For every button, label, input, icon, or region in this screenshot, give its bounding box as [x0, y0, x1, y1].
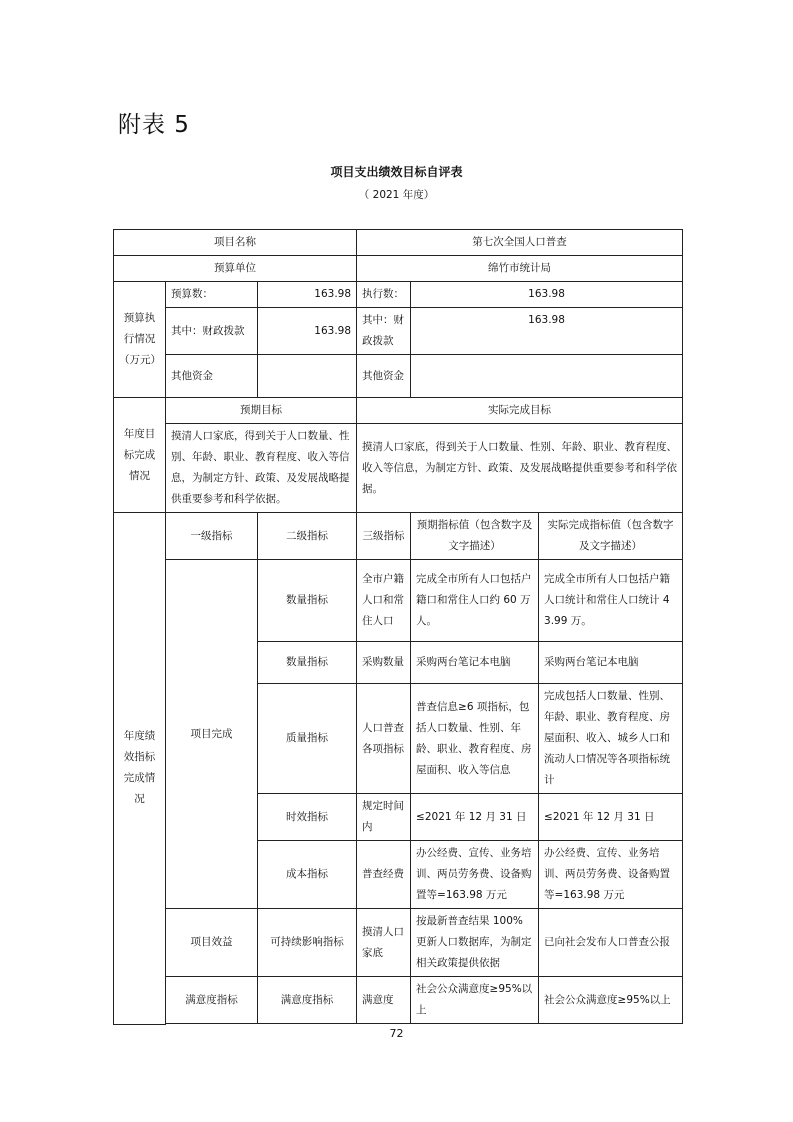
level1-header: 一级指标 — [166, 513, 258, 560]
expected-cell: 普查信息≥6 项指标，包括人口数量、性别、年龄、职业、教育程度、房屋面积、收入等信息 — [411, 684, 539, 794]
table-row — [114, 560, 683, 642]
table-row — [114, 256, 683, 282]
expected-cell: 完成全市所有人口包括户籍口和常住人口约 60 万人。 — [411, 560, 539, 642]
table-row — [114, 1024, 683, 1025]
level3-cell: 人口普查各项指标 — [357, 684, 411, 794]
actual-value-header: 实际完成指标值（包含数字及文字描述） — [539, 513, 683, 560]
table-row — [114, 398, 683, 424]
level2-cell: 时效指标 — [258, 794, 357, 841]
fiscal-label-executed: 其中：财政拨款 — [357, 308, 411, 355]
benefit-actual: 已向社会发布人口普查公报 — [539, 909, 683, 977]
table-row — [114, 513, 683, 560]
actual-cell: 完成包括人口数量、性别、年龄、职业、教育程度、房屋面积、收入、城乡人口和流动人口情况等各项指标统计 — [539, 684, 683, 794]
budget-amount-label: 预算数： — [166, 282, 258, 308]
level2-cell: 质量指标 — [258, 684, 357, 794]
other-funds-label-executed: 其他资金 — [357, 355, 411, 398]
expected-goal-header: 预期目标 — [166, 398, 357, 424]
form-year: （ 2021 年度） — [358, 189, 435, 201]
fiscal-executed-value: 163.98 — [411, 308, 683, 355]
actual-cell: 采购两台笔记本电脑 — [539, 642, 683, 684]
satisfaction-level2: 满意度指标 — [258, 977, 357, 1024]
budget-group-label: 预算执行情况（万元） — [114, 282, 166, 398]
benefit-expected: 按最新普查结果 100%更新人口数据库，为制定相关政策提供依据 — [411, 909, 539, 977]
satisfaction-actual: 社会公众满意度≥95%以上 — [539, 977, 683, 1024]
level3-cell: 规定时间内 — [357, 794, 411, 841]
actual-goal-text: 摸清人口家底，得到关于人口数量、性别、年龄、职业、教育程度、收入等信息，为制定方针、政策、及发展战略提供重要参考和科学依据。 — [357, 424, 683, 513]
budget-unit-label: 预算单位 — [114, 256, 357, 282]
budget-amount-value: 163.98 — [258, 282, 357, 308]
level2-header: 二级指标 — [258, 513, 357, 560]
level3-header: 三级指标 — [357, 513, 411, 560]
level2-cell: 数量指标 — [258, 560, 357, 642]
project-name-value: 第七次全国人口普查 — [357, 230, 683, 256]
project-name-label: 项目名称 — [114, 230, 357, 256]
annual-goal-group-label: 年度目标完成情况 — [114, 398, 166, 513]
table-row — [114, 230, 683, 256]
appendix-label: 附表 5 — [118, 112, 190, 138]
level3-cell: 采购数量 — [357, 642, 411, 684]
fiscal-value: 163.98 — [258, 308, 357, 355]
benefit-level1: 项目效益 — [166, 909, 258, 977]
other-funds-executed-value — [411, 355, 683, 398]
table-row — [114, 282, 683, 308]
expected-cell: 采购两台笔记本电脑 — [411, 642, 539, 684]
satisfaction-level1: 满意度指标 — [166, 977, 258, 1024]
level2-cell: 数量指标 — [258, 642, 357, 684]
page-number: 72 — [389, 1027, 404, 1040]
other-funds-label: 其他资金 — [166, 355, 258, 398]
table-row — [114, 308, 683, 355]
executed-value: 163.98 — [411, 282, 683, 308]
fiscal-label: 其中：财政拨款 — [166, 308, 258, 355]
level2-cell: 成本指标 — [258, 841, 357, 909]
table-row — [114, 909, 683, 977]
self-evaluation-table — [113, 229, 683, 1025]
table-row — [114, 355, 683, 398]
indicator-group-label: 年度绩效指标完成情况 — [114, 513, 166, 1025]
expected-goal-text: 摸清人口家底，得到关于人口数量、性别、年龄、职业、教育程度、收入等信息，为制定方针、政策、及发展战略提供重要参考和科学依据。 — [166, 424, 357, 513]
benefit-level3: 摸清人口家底 — [357, 909, 411, 977]
table-row — [114, 424, 683, 513]
satisfaction-expected: 社会公众满意度≥95%以上 — [411, 977, 539, 1024]
actual-cell: 完成全市所有人口包括户籍人口统计和常住人口统计 43.99 万。 — [539, 560, 683, 642]
table-row — [114, 977, 683, 1024]
other-funds-value — [258, 355, 357, 398]
expected-value-header: 预期指标值（包含数字及文字描述） — [411, 513, 539, 560]
completion-label: 项目完成 — [166, 560, 258, 909]
actual-cell: 办公经费、宣传、业务培训、两员劳务费、设备购置等=163.98 万元 — [539, 841, 683, 909]
executed-label: 执行数： — [357, 282, 411, 308]
expected-cell: ≤2021 年 12 月 31 日 — [411, 794, 539, 841]
actual-goal-header: 实际完成目标 — [357, 398, 683, 424]
benefit-level2: 可持续影响指标 — [258, 909, 357, 977]
form-title: 项目支出绩效目标自评表 — [330, 165, 463, 179]
level3-cell: 普查经费 — [357, 841, 411, 909]
expected-cell: 办公经费、宣传、业务培训、两员劳务费、设备购置等=163.98 万元 — [411, 841, 539, 909]
satisfaction-level3: 满意度 — [357, 977, 411, 1024]
actual-cell: ≤2021 年 12 月 31 日 — [539, 794, 683, 841]
level3-cell: 全市户籍人口和常住人口 — [357, 560, 411, 642]
budget-unit-value: 绵竹市统计局 — [357, 256, 683, 282]
